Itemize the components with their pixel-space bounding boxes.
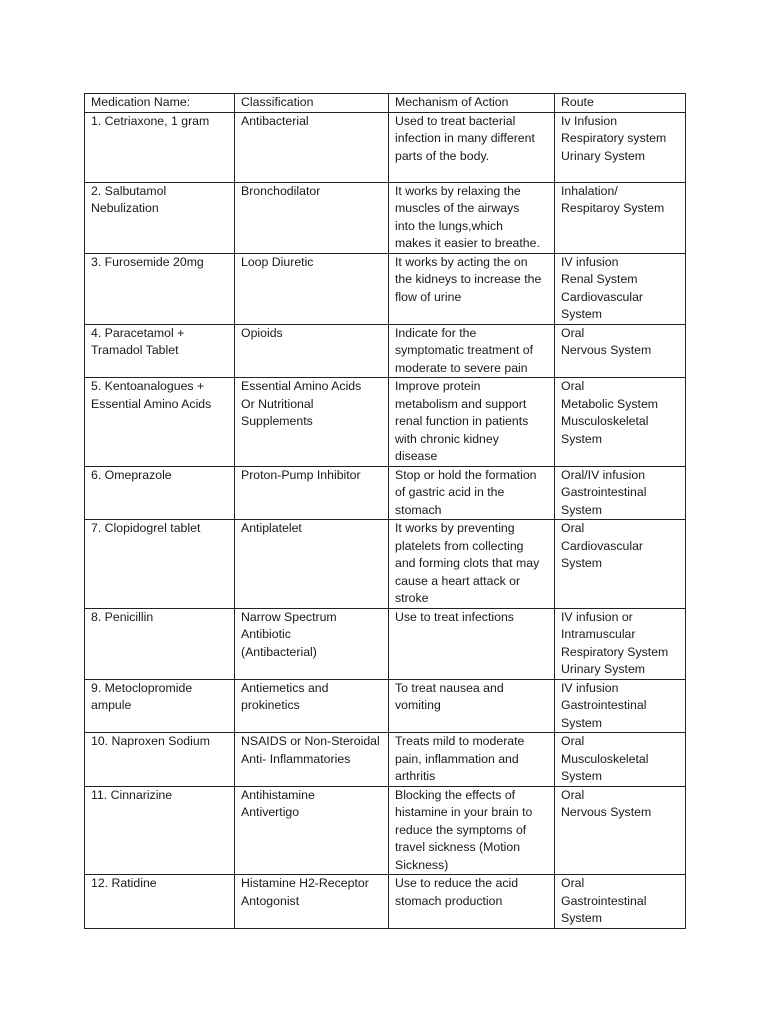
medication-name-cell: 6. Omeprazole bbox=[85, 466, 235, 520]
classification-cell: NSAIDS or Non-Steroidal Anti- Inflammatories bbox=[235, 733, 389, 787]
medication-name-cell: 5. Kentoanalogues + Essential Amino Acids bbox=[85, 378, 235, 467]
header-route: Route bbox=[555, 94, 686, 113]
route-cell: Oral Metabolic System Musculoskeletal System bbox=[555, 378, 686, 467]
medication-name-cell: 9. Metoclopromide ampule bbox=[85, 679, 235, 733]
route-cell: IV infusion Gastrointestinal System bbox=[555, 679, 686, 733]
route-cell: Oral Cardiovascular System bbox=[555, 520, 686, 609]
route-cell: Oral Musculoskeletal System bbox=[555, 733, 686, 787]
table-row bbox=[85, 520, 686, 609]
classification-cell: Histamine H2-Receptor Antogonist bbox=[235, 875, 389, 929]
medication-name-cell: 1. Cetriaxone, 1 gram bbox=[85, 112, 235, 182]
classification-cell: Loop Diuretic bbox=[235, 253, 389, 324]
classification-cell: Narrow Spectrum Antibiotic (Antibacterial) bbox=[235, 608, 389, 679]
route-cell: Inhalation/ Respitaroy System bbox=[555, 182, 686, 253]
mechanism-cell: Treats mild to moderate pain, inflammation and arthritis bbox=[389, 733, 555, 787]
route-cell: Oral Nervous System bbox=[555, 324, 686, 378]
route-cell: Oral Nervous System bbox=[555, 786, 686, 875]
table-row bbox=[85, 608, 686, 679]
mechanism-cell: Used to treat bacterial infection in many different parts of the body. bbox=[389, 112, 555, 182]
table-row bbox=[85, 875, 686, 929]
table-row bbox=[85, 786, 686, 875]
header-row bbox=[85, 94, 686, 113]
medication-name-cell: 10. Naproxen Sodium bbox=[85, 733, 235, 787]
mechanism-cell: Use to treat infections bbox=[389, 608, 555, 679]
route-cell: IV infusion or Intramuscular Respiratory System Urinary System bbox=[555, 608, 686, 679]
mechanism-cell: Stop or hold the formation of gastric acid in the stomach bbox=[389, 466, 555, 520]
header-mechanism-of-action: Mechanism of Action bbox=[389, 94, 555, 113]
table-row bbox=[85, 112, 686, 182]
medication-name-cell: 8. Penicillin bbox=[85, 608, 235, 679]
mechanism-cell: Improve protein metabolism and support renal function in patients with chronic kidney disease bbox=[389, 378, 555, 467]
medication-name-cell: 4. Paracetamol + Tramadol Tablet bbox=[85, 324, 235, 378]
route-cell: Iv Infusion Respiratory system Urinary System bbox=[555, 112, 686, 182]
header-classification: Classification bbox=[235, 94, 389, 113]
table-row bbox=[85, 378, 686, 467]
classification-cell: Proton-Pump Inhibitor bbox=[235, 466, 389, 520]
mechanism-cell: Blocking the effects of histamine in your brain to reduce the symptoms of travel sickness (Motion Sickness) bbox=[389, 786, 555, 875]
table-row bbox=[85, 733, 686, 787]
medication-name-cell: 11. Cinnarizine bbox=[85, 786, 235, 875]
mechanism-cell: To treat nausea and vomiting bbox=[389, 679, 555, 733]
table-row bbox=[85, 253, 686, 324]
medication-name-cell: 7. Clopidogrel tablet bbox=[85, 520, 235, 609]
medication-name-cell: 2. Salbutamol Nebulization bbox=[85, 182, 235, 253]
table-row bbox=[85, 182, 686, 253]
medication-table bbox=[84, 93, 686, 929]
mechanism-cell: Use to reduce the acid stomach production bbox=[389, 875, 555, 929]
mechanism-cell: It works by acting the on the kidneys to increase the flow of urine bbox=[389, 253, 555, 324]
mechanism-cell: It works by relaxing the muscles of the airways into the lungs,which makes it easier to breathe. bbox=[389, 182, 555, 253]
classification-cell: Essential Amino Acids Or Nutritional Supplements bbox=[235, 378, 389, 467]
classification-cell: Antiplatelet bbox=[235, 520, 389, 609]
medication-name-cell: 3. Furosemide 20mg bbox=[85, 253, 235, 324]
classification-cell: Opioids bbox=[235, 324, 389, 378]
route-cell: IV infusion Renal System Cardiovascular System bbox=[555, 253, 686, 324]
mechanism-cell: It works by preventing platelets from collecting and forming clots that may cause a heart attack or stroke bbox=[389, 520, 555, 609]
medication-name-cell: 12. Ratidine bbox=[85, 875, 235, 929]
mechanism-cell: Indicate for the symptomatic treatment of moderate to severe pain bbox=[389, 324, 555, 378]
table-row bbox=[85, 679, 686, 733]
route-cell: Oral/IV infusion Gastrointestinal System bbox=[555, 466, 686, 520]
classification-cell: Bronchodilator bbox=[235, 182, 389, 253]
route-cell: Oral Gastrointestinal System bbox=[555, 875, 686, 929]
table-row bbox=[85, 466, 686, 520]
header-medication-name: Medication Name: bbox=[85, 94, 235, 113]
classification-cell: Antiemetics and prokinetics bbox=[235, 679, 389, 733]
classification-cell: Antibacterial bbox=[235, 112, 389, 182]
table-row bbox=[85, 324, 686, 378]
classification-cell: Antihistamine Antivertigo bbox=[235, 786, 389, 875]
